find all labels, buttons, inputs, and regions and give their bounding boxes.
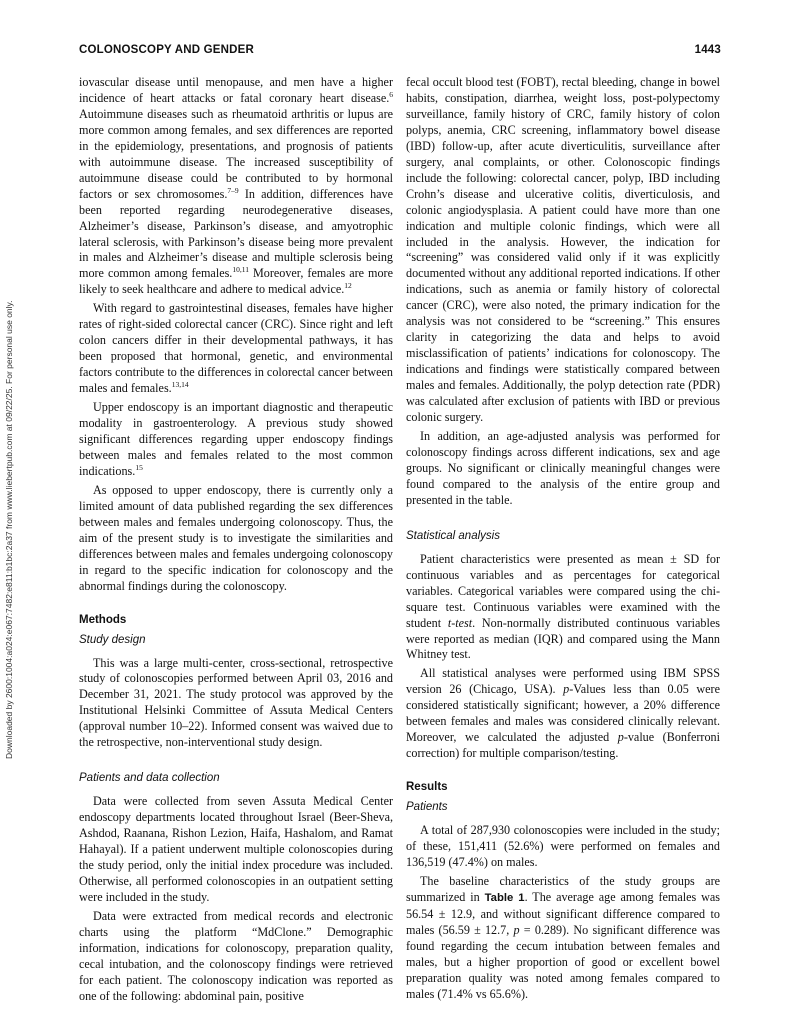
citation[interactable]: 15 (135, 462, 143, 472)
page-number: 1443 (694, 44, 721, 56)
right-column (406, 75, 720, 1003)
citation[interactable]: 10,11 (232, 265, 249, 275)
running-title: COLONOSCOPY AND GENDER (79, 44, 255, 56)
results-heading: Results (406, 781, 448, 794)
download-watermark: Downloaded by 2600:1004:a024:e067:7482:e811:b1bc:2a37 from www.liebertpub.com at 09/22/25. For personal use only. (4, 300, 14, 760)
intro-paragraph-continued: iovascular disease until menopause, and men have a higher incidence of heart attacks or fatal coronary heart disease.$^6$ Autoimmune diseases such as rheumatoid arthritis or lupus are more common among females, and sex differences are reported in the epidemiology, presentations, and prognosis of patients with autoimmune disease. The increased susceptibility of autoimmune disease could be contributed to by hormonal factors or sex chromosomes.$^{7-9}$ In addition, differences have been reported regarding neurodegenerative diseases, Alzheimer’s disease, Parkinson’s disease, and amyotrophic lateral sclerosis, with Parkinson’s disease being more prevalent in males and Alzheimer’s disease and multiple sclerosis being more common among females.$^{10,11}$ Moreover, females are more likely to seek healthcare and adhere to medical advice.$^{12}$ (79, 75, 394, 297)
paragraph-patients-total: A total of 287,930 colonoscopies were included in the study; of these, 151,411 (52.6%) were performed on females and 136,519 (47.4%) on males. (406, 823, 720, 870)
patients-heading: Patients (406, 801, 448, 814)
paragraph-data-collection: Data were collected from seven Assuta Medical Center endoscopy departments located throughout Israel (Beer-Sheva, Ashdod, Raanana, Rishon Lezion, Haifa, Hashalom, and Ramat Hahayal). If a patient underwent multiple colonoscopies during the study period, only the initial index procedure was included. Otherwise, all performed colonoscopies in an outpatient setting were included in the study. (79, 794, 393, 904)
paragraph-age-adjusted: In addition, an age-adjusted analysis was performed for colonoscopy findings across different indications, sex and age groups. No significant or clinically meaningful changes were found compared to the analysis of the entire group and presented in the table. (406, 428, 720, 507)
methods-heading: Methods (79, 613, 127, 626)
study-design-heading: Study design (79, 633, 146, 646)
running-header (79, 44, 721, 60)
patients-data-collection-heading: Patients and data collection (79, 772, 220, 785)
paragraph-baseline-characteristics: The baseline characteristics of the study groups are summarized in Table 1. The average age among females was 56.54 ± 12.9, and without significant difference compared to males (56.59 ± 12.7, p = 0.289). No significant difference was found regarding the cecum intubation between females and males, but a higher proportion of good or excellent bowel preparation quality was noted among females compared to males (71.4% vs 65.6%). (406, 873, 720, 1001)
table-1-link[interactable]: Table 1 (484, 891, 525, 904)
citation[interactable]: 6 (389, 89, 393, 99)
paragraph-study-aim: As opposed to upper endoscopy, there is currently only a limited amount of data published regarding the sex differences between males and females undergoing colonoscopy. Thus, the aim of the present study is to investigate the similarities and differences between males and females undergoing colonoscopy in regard to the specific indication for colonoscopy and the abnormal findings during the colonoscopy. (79, 482, 393, 593)
statistical-analysis-heading: Statistical analysis (406, 529, 500, 542)
citation[interactable]: 13,14 (171, 380, 189, 390)
paragraph-indications-continued: fecal occult blood test (FOBT), rectal bleeding, change in bowel habits, constipation, diarrhea, weight loss, post-polypectomy surveillance, family history of CRC, family history of colon polyps, anemia, CRC screening, inflammatory bowel disease (IBD) follow-up, after acute diverticulitis, surveillance after surgery, anal complaints, or other. Colonoscopic findings include the following: colorectal cancer, polyp, IBD including Crohn’s disease and ulcerative colitis, diverticulosis, and colonic angiodysplasia. A patient could have more than one indication and multiple colonic findings, which were all included in the analysis. However, the indication for “screening” was considered valid only if it was explicitly documented without any additional reported indications. If other indications, such as anemia or family history of colorectal cancer (CRC), were also noted, the primary indication for the analysis was not considered to be “screening.” This ensures clarity in categorizing the data and helps to avoid misclassification of patients’ indications for colonoscopy. The indications and findings were statistically compared between males and females. Additionally, the polyp detection rate (PDR) was calculated after exclusion of patients with IBD or previous colonic surgery. (406, 75, 720, 425)
paragraph-data-extraction: Data were extracted from medical records and electronic charts using the platform “MdClone.” Demographic information, indications for colonoscopy, preparation quality, cecal intubation, and the colonoscopy findings were retrieved for each patient. The colonoscopy indication was reported as one of the following: abdominal pain, positive (79, 908, 393, 1003)
citation[interactable]: 12 (344, 281, 352, 291)
left-column (79, 75, 393, 1005)
paragraph-statistics-software: All statistical analyses were performed using IBM SPSS version 26 (Chicago, USA). p-Values less than 0.05 were considered statistically significant; however, a 20% difference between females and males was considered clinically relevant. Moreover, we calculated the adjusted p-value (Bonferroni correction) for multiple comparison/testing. (406, 666, 720, 761)
paragraph-gi-diseases: With regard to gastrointestinal diseases, females have higher rates of right-sided colorectal cancer (CRC). Since right and left colon cancers differ in their developmental pathways, it has been proposed that hormonal, genetic, and environmental factors contribute to the differences in colorectal cancer between males and females.$^{13,14}$ (79, 301, 393, 396)
paragraph-statistics-methods: Patient characteristics were presented as mean ± SD for continuous variables and as percentages for categorical variables. Categorical variables were compared using the chi-square test. Continuous variables were examined with the student t-test. Non-normally distributed continuous variables were reported as median (IQR) and compared using the Mann Whitney test. (406, 551, 720, 662)
paragraph-study-design: This was a large multi-center, cross-sectional, retrospective study of colonoscopies performed between April 03, 2016 and December 31, 2021. The study protocol was approved by the Institutional Helsinki Committee of Assuta Medical Centers (approval number 10–22). Informed consent was waived due to the retrospective, non-interventional study design. (79, 655, 393, 750)
paragraph-upper-endoscopy: Upper endoscopy is an important diagnostic and therapeutic modality in gastroenterology. A previous study showed significant differences regarding upper endoscopy findings between males and females related to the most common indications.$^{15}$ (79, 400, 393, 478)
citation[interactable]: 7–9 (227, 185, 239, 195)
